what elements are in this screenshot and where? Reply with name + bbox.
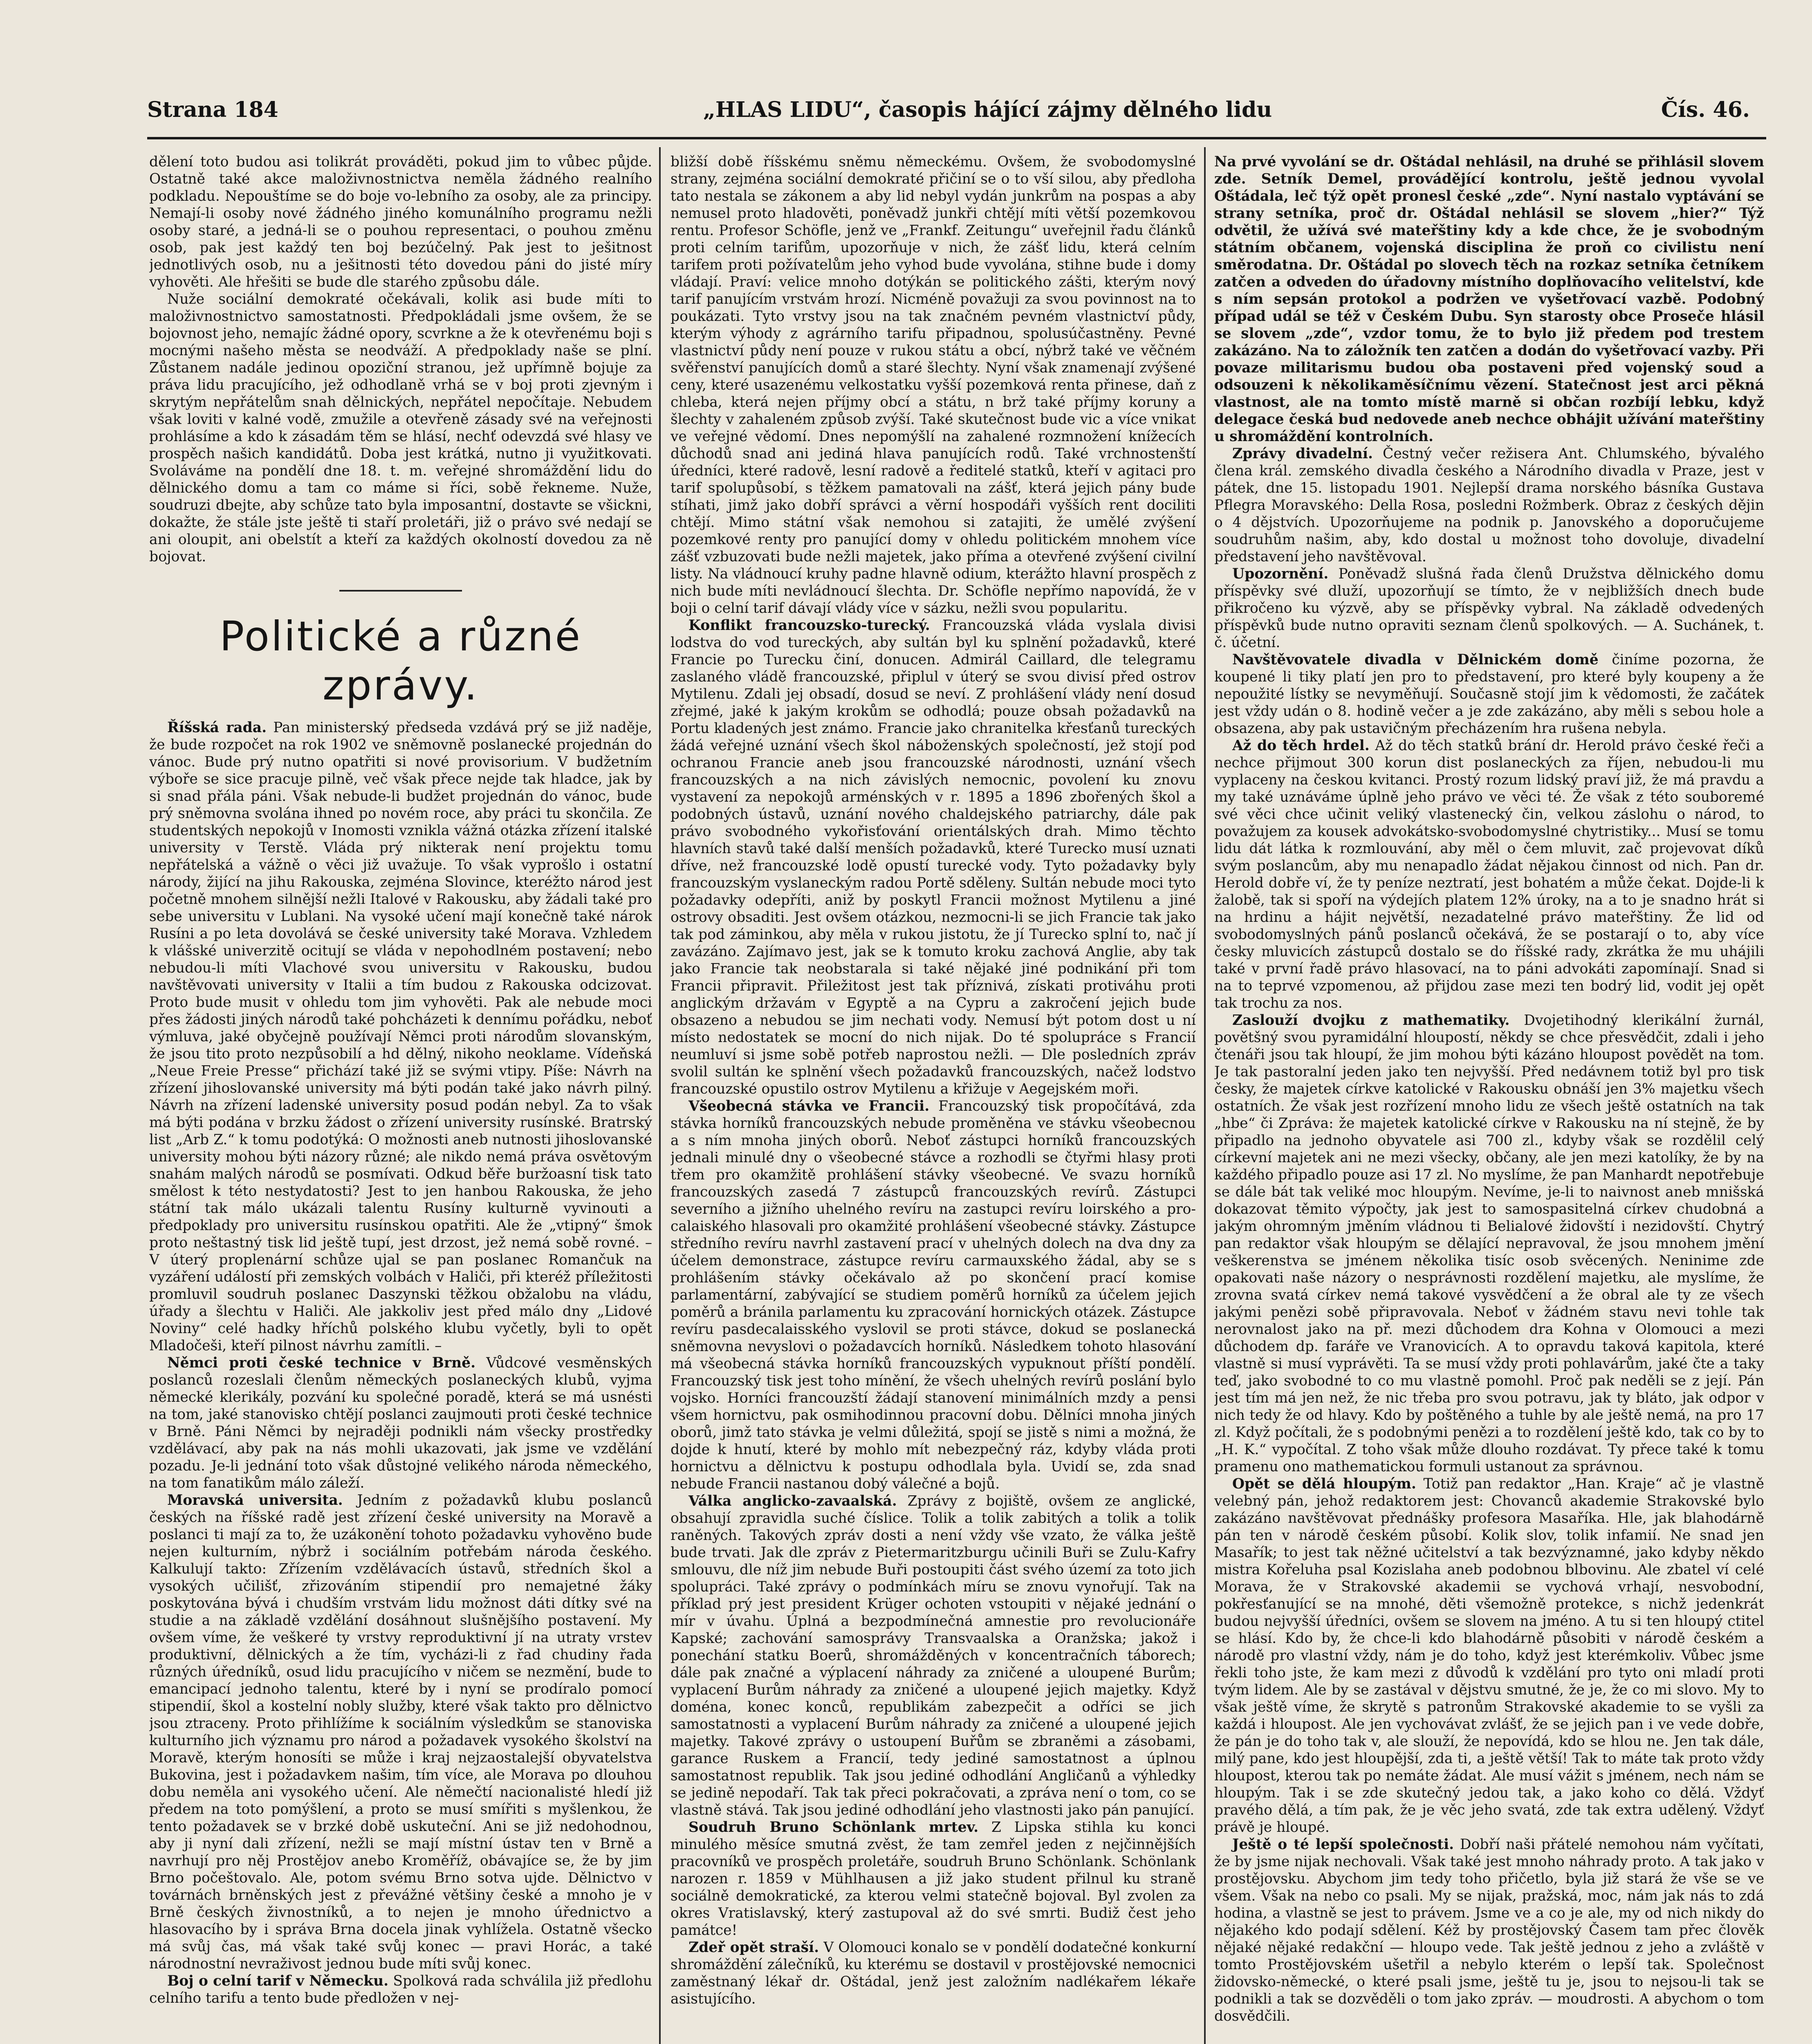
- news-heading: Soudruh Bruno Schönlank mrtev.: [688, 1819, 979, 1836]
- news-heading: Opět se dělá hloupým.: [1232, 1476, 1416, 1492]
- news-body: Dobří naši přátelé nemohou nám vyčítati, že by jsme nijak nechovali. Však také jest mnoho náhrady proto. A tak jako v prostějovsku. Abychom jim tedy toho přičetlo, byla již stará že vše se ve všem. Však na nebo co psali. My se nijak, pražská, moc, nám jak nás to zdá hodina, a vlastně se jest to právem. Jsme ve a co je ale, my od nich nikdy do nějakého kdo podají sdělení. Kéž by prostějovský Časem tam přec člověk nějaké nějaké redakční — hloupo vede. Tak ještě jednou z jeho a zvláště v tomto Prostějovském ušetřil a nebylo kterém o lepší tak. Společnost židovsko-německé, o které psali jsme, ještě tu je, jsou to nejsou-li tak se podnikli a tak se dozvěděli o tom jako zpráv. — moudrosti. A abychom o tom dosvědčili.: [1214, 1836, 1764, 2024]
- news-item: [149, 719, 652, 1354]
- issue-number: Čís. 46.: [1661, 97, 1750, 122]
- column-divider: [659, 147, 661, 2044]
- article-paragraph: Nuže sociální demokraté očekávali, kolik asi bude míti to maloživnostnictvo samostatnosti. Předpokládali jsme ovšem, že se bojovnost jeho, nemajíc žádné opory, scvrkne a že k otevřenému boji s mocnými našeho města se neodváží. A předpoklady naše se plní. Zůstanem nadále jedinou opoziční stranou, jež upřímně bojuje za práva lidu pracujícího, jež odhodlaně vrhá se v boj proti zjevným i skrytým nepřátelům snah dělnických, nepřátel nepočítaje. Nebudem však loviti v kalné vodě, zmužile a otevřeně zásady své na veřejnosti prohlásíme a kdo k zásadám těm se hlásí, nechť odevzdá své hlasy ve prospěch našich kandidátů. Doba jest krátká, nutno ji využitkovati. Svoláváme na pondělí dne 18. t. m. veřejné shromáždění lidu do dělnického domu a tam co máme si říci, sobě řekneme. Nuže, soudruzi dbejte, aby schůze tato byla imposantní, dostavte se všickni, dokažte, že stále jste ještě ti staří proletáři, již o právo své nedají se ani oloupit, ani obelstít a kteří za každých okolností dovedou za ně bojovat.: [149, 291, 652, 565]
- news-body: Vůdcové vesměnských poslanců rozeslali členům německých poslaneckých klubů, vyjma německé klerikály, pozvání ku společné poradě, která se má usnésti na tom, jaké stanovisko chtějí poslanci zaujmouti proti české technice v Brně. Páni Němci by nejraději podnikli nám všecky prostředky vzdělávací, aby pak na nás mohli ukazovati, jak jsme ve vzdělání pozadu. Je-li jednání toto však důstojné velikého národa německého, na tom fanatikům málo záleží.: [149, 1355, 652, 1491]
- news-item: [671, 1493, 1196, 1819]
- news-item: [1214, 737, 1764, 1012]
- news-heading: Němci proti české technice v Brně.: [167, 1355, 476, 1371]
- news-heading: Navštěvovatele divadla v Dělnickém domě: [1232, 652, 1599, 668]
- news-item: [671, 1098, 1196, 1493]
- article-paragraph: dělení toto budou asi tolikrát prováděti, pokud jim to vůbec půjde. Ostatně také akce maloživnostnictva neměla žádného realního podkladu. Nepouštíme se do boje vo-lebního za osoby, ale za principy. Nemají-li osoby nové žádného jiného komunálního programu nežli osoby staré, a jedná-li se o pouhou representaci, o pouhou změnu osob, pak jest každý ten boj bezúčelný. Pak jest to ješitnost jednotlivých osob, nu a ješitnosti této dovedou páni do jisté míry vyhověti. Ale hřešiti se bude dle starého způsobu dále.: [149, 154, 652, 290]
- news-item: [671, 1939, 1196, 2008]
- news-item: [1214, 1475, 1764, 1836]
- news-body: Francouzská vláda vyslala divisi lodstva do vod tureckých, aby sultán byl ku splnění požadavků, které Francie po Turecku činí, donucen. Admirál Caillard, dle telegramu zaslaného vládě francouzské, připlul v úterý se svou divisí před ostrov Mytilenu. Zdali jej obsadí, dosud se neví. Z prohlášení vlády není dosud zřejmé, jaké k jakým krokům se odhodlá; pouze obsah požadavků na Portu kladených jest známo. Francie jako chranitelka křesťanů tureckých žádá veřejné uznání všech škol náboženských společností, jež stojí pod ochranou Francie aneb jsou francouzské národnosti, uznání všech francouzských a na nich závislých nemocnic, povolení ku znovu vystavení za nepokojů arménských v r. 1895 a 1896 zbořených škol a podobných ústavů, uznání nového chaldejského patriarchy, dále pak právo svobodného vykořisťování orientálských drah. Mimo těchto hlavních stavů také další menších požadavků, které Turecko musí uznati dříve, než francouzské lodě opustí turecké vody. Tyto požadavky byly francouzským vyslaneckým radou Portě sděleny. Sultán nebude moci tyto požadavky odepříti, aniž by poskytl Francii možnost Mytilenu a jiné ostrovy obsaditi. Jest ovšem otázkou, nezmocni-li se jich Francie tak jako tak pod záminkou, aby měla v rukou jistotu, že jí Turecko splní to, nač jí zavázáno. Zajímavo jest, jak se k tomuto kroku zachová Anglie, aby tak jako Francie tak neobstarala si také nějaké jiné podnikání při tom Francii připravit. Přiležitost jest tak příznivá, získati protiváhu proti anglickým državám v Egyptě a na Cypru a zakročení jejich bude obsazeno a nebudou se jim nechati vody. Nemusí být potom dost u ní místo nedostatek se mocní do nich nijak. Do té spolupráce s Francií neumluví si jsme sobě potřeb naprostou nežli. — Dle posledních zpráv svolil sultán ke splnění všech požadavků francouzských, načež lodstvo francouzské opustilo ostrov Mytilenu a křižuje v Aegejském moři.: [671, 617, 1196, 1097]
- column-2: [671, 153, 1196, 2044]
- news-heading: Ještě o té lepší společnosti.: [1232, 1836, 1454, 1853]
- news-item: [1214, 565, 1764, 651]
- news-heading: Moravská universita.: [167, 1492, 343, 1508]
- news-body: Z Lipska stihla ku konci minulého měsíce smutná zvěst, že tam zemřel jeden z nejčinnějších pracovníků ve prospěch proletáře, soudruh Bruno Schönlank. Schönlank narozen r. 1859 v Mühlhausen a již jako student přilnul ku straně sociálně demokratické, za kterou velmi statečně bojoval. Byl zvolen za okres Vratislavský, který zastupoval až do své smrti. Budiž čest jeho památce!: [671, 1819, 1196, 1939]
- news-body: činíme pozorna, že koupené li tiky platí jen pro to představení, pro které byly koupeny a že nepoužité lístky se nevyměňují. Současně stojí jim k vědomosti, že začátek jest vždy udán o 8. hodině večer a je zde zakázáno, aby měli s sebou hole a obsazena, aby pak ustavičným přecházením hra rušena nebyla.: [1214, 652, 1764, 737]
- news-body: Poněvadž slušná řada členů Družstva dělnického domu příspěvky své dluží, upozorňují se tímto, že v nejbližších dnech bude přikročeno ku výzvě, aby se příspěvky vybral. Na základě odvedených příspěvků bude nutno opraviti seznam členů spolkových. — A. Suchánek, t. č. účetní.: [1214, 566, 1764, 651]
- column-divider: [1204, 147, 1206, 2044]
- news-heading: Všeobecná stávka ve Francii.: [688, 1098, 930, 1114]
- news-item: [671, 1819, 1196, 1939]
- news-item: [149, 1972, 652, 2007]
- page-header: [147, 97, 1766, 134]
- news-body: Až do těch statků brání dr. Herold právo české řeči a nechce přijmout 300 korun dist poslaneckých za říjen, nebudou-li mu vyplaceny na českou kvitanci. Prostý rozum lidský praví již, že má pravdu a my také uznáváme úplně jeho právo ve věci té. Že však z této souboremé své věci chce učinit veliký vlastenecký čin, velkou záslohu o národ, to považujem za kousek advokátsko-svobodomyslné chytristiky... Musí se tomu lidu dát látka k rozmlouvání, aby měl o čem mluvit, zač projevovat díků svým poslancům, aby mu nenapadlo žádat nějakou činnost od nich. Pan dr. Herold dobře ví, že ty peníze neztratí, jest bohatém a může čekat. Dojde-li k žalobě, tak si spoří na výdejích platem 12% úroky, na a to je snadno hrát si na hrdinu a hájit největší, nezadatelné právo mateřštiny. Že lid od svobodomyslných pánů poslanců očekává, že se postarají o to, aby více česky mluvicích zástupců dostalo se do říšské rady, zkrátka že mu uhájili také v první řadě právo hlasovací, na to páni advokáti zapomínají. Snad si na to teprvé vzpomenou, až přijdou zase mezi ten bodrý lid, vodit jej opět tak trochu za nos.: [1214, 737, 1764, 1011]
- news-heading: Boj o celní tarif v Německu.: [167, 1973, 389, 1989]
- news-heading: Válka anglicko-zavaalská.: [688, 1493, 897, 1509]
- news-body: Zprávy z bojiště, ovšem ze anglické, obsahují zpravidla suché číslice. Tolik a tolik zabitých a tolik a tolik raněných. Takových zpráv dosti a není vždy vše vzato, že válka ještě bude trvati. Jak dle zpráv z Pietermaritzburgu učinili Buři se Zulu-Kafry smlouvu, dle níž jim nebude Buři postoupiti část svého území za toto jich spolupráci. Také zprávy o podmínkách míru se znovu vynořují. Tak na příklad prý jest president Krüger ochoten vstoupiti v nějaké jednání o mír v úvahu. Úplná a bezpodmínečná amnestie pro revolucionáře Kapské; zachování samosprávy Transvaalska a Oranžska; jakož i ponechání statku Boerů, shromážděných v koncentračních táborech; dále pak značné a výplacení náhrady za zničené a uloupené Burům; vyplacení Burům náhrady za zničené a uloupené jejich majetky. Když doména, konec konců, republikám zabezpečit a odříci se jich samostatnosti a vyplacení Burům náhrady za zničené a uloupené jejich majetky. Takové zprávy o ustoupení Buřům se zbraněmi a zásobami, garance Ruskem a Francií, tedy jediné samostatnost a úplnou samostatnost republik. Tak jsou jediné odhodlání Angličanů a výhledky se jedině nepodaří. Tak tak přeci pokračovati, a zpráva není o tom, co se vlastně stává. Tak jsou jediné odhodlání jeho vlastnosti jako pán panující.: [671, 1493, 1196, 1818]
- news-body: V Olomouci konalo se v pondělí dodatečné konkurní shromáždění zálečníků, ku kterému se dostavil v prostějovské nemocnici zaměstnaný lékař dr. Oštádal, jenž jest založním nadlékařem lékaře asistujícího.: [671, 1939, 1196, 2007]
- news-heading: Říšská rada.: [167, 719, 267, 736]
- news-item: [1214, 1836, 1764, 2025]
- news-heading: Až do těch hrdel.: [1232, 737, 1370, 754]
- news-item: [1214, 651, 1764, 737]
- news-heading: Zdeř opět straší.: [688, 1939, 819, 1956]
- news-item: [1214, 1012, 1764, 1475]
- section-title: Politické a různé zprávy.: [219, 612, 582, 709]
- news-heading: Upozornění.: [1232, 566, 1329, 582]
- section-divider: [339, 590, 462, 592]
- news-heading: Konflikt francouzsko-turecký.: [688, 617, 930, 634]
- news-body: Pan ministerský předseda vzdává prý se již naděje, že bude rozpočet na rok 1902 ve sněmovně poslanecké projednán do vánoc. Bude prý nutno opatřiti si nové provisorium. V budžetním výboře se sice pracuje pilně, več však přece nejde tak hladce, jak by si snad přála páni. Však nebude-li budžet projednán do vánoc, bude prý sněmovna svolána ihned po novém roce, aby práci tu skončila. Ze studentských nepokojů v Inomosti vznikla vážná otázka zřízení italské university v Terstě. Vláda prý nikterak není projektu tomu nepřátelská a vážně o věci již uvažuje. To však vyprošlo i ostatní národy, žijící na jihu Rakouska, zejména Slovince, kteréžto národ jest početně mnohem silnější nežli Italové v Rakousku, aby žádali také pro sebe universitu v Lublani. Na vysoké učení mají konečně také nárok Rusíni a po leta dovolává se české university také Morava. Vzhledem k vlášské univerzitě ocitují se vláda v nepohodlném postavení; nebo nebudou-li míti Vlachové svou universitu v Rakousku, budou navštěvovati university v Italii a tím budou z Rakouska odcizovat. Proto bude musit v ohledu tom jim vyhověti. Pak ale nebude moci přes žádosti jiných národů také pohcházeti k dennímu pořádku, neboť výmluva, jaké obyčejně používají Němci proti národům slovanským, že jsou tito proto nezpůsobilí a hd dělný, nikoho neoklame. Vídeňská „Neue Freie Presse“ přichází také již se svými vtipy. Píše: Návrh na zřízení jihoslovanské university má býti podán také jako návrh pilný. Návrh na zřízení ladenské university posud podán nebyl. Za to však má býti podána v brzku žádost o zřízení university rusínské. Bratrský list „Arb Z.“ k tomu podotýká: O možnosti aneb nutnosti jihoslovanské university mohou býti názory různé; ale nikdo nemá práva osvětovým snahám malých národů se posmívati. Odkud běře buržoasní tisk tato smělost k této nestydatosti? Jest to jen hanbou Rakouska, že jeho státní tak málo ukázali talentu Rusíny kulturně vyvinouti a předpoklady pro universitu rusínskou opatřiti. Ale že „vtipný“ šmok proto neštastný tisk lid ještě tupí, jest drzost, jež nemá sobě rovné. – V úterý proplenární schůze ujal se pan poslanec Romančuk na vyzáření událostí při zemských volbách v Haliči, při kteréž příležitosti promluvil soudruh poslanec Daszynski těžkou obžalobu na vládu, úřady a šlechtu v Haliči. Ale jakkoliv jest před málo dny „Lidové Noviny“ celé hadky hříchů polského klubu vyčetly, byli to opět Mladočeši, kteří pilnost návrhu zamítli. –: [149, 719, 652, 1354]
- news-body: Čestný večer režisera Ant. Chlumského, bývalého člena král. zemského divadla českého a Národního divadla v Praze, jest v pátek, dne 15. listopadu 1901. Nejlepší drama norského básníka Gustava Pflegra Moravského: Della Rosa, posledni Rožmberk. Obraz z českých dějin o 4 dějstvích. Upozorňujeme na podnik p. Janovského a doporučujeme soudruhům našim, aby, kdo dostal u možnost toho dovoluje, divadelní představení jeho navštěvoval.: [1214, 446, 1764, 565]
- news-item: [671, 617, 1196, 1098]
- news-body: Totiž pan redaktor „Han. Kraje“ ač je vlastně velebný pán, jehož redaktorem jest: Chovanců akademie Strakovské bylo zakázáno navštěvovat přednášky profesora Masaříka. Hle, jak blahodárně pán ten v národě českém působí. Kolik slov, tolik infamií. Ne snad jen Masařík; to jest tak něžné učitelství a tak bezvýznamné, jako kdyby někdo mistra Kořeluha psal Kozislaha aneb podobnou blbovinu. Ale zbatel ví celé Morava, že v Strakovské akademii se vychová vrhají, nesvobodní, pokřesťanující se na mnohé, děti všemožně protekce, s nichž jedenkrát budou nejvyšší úředníci, ovšem se slovem na jméno. A tu si ten hloupý ctitel se hlásí. Kdo by, že chce-li kdo blahodárně působiti v národě českém a národě pro vlastní vždy, nám je do toho, když jest kterémkoliv. Vůbec jsme řekli toho jste, že kam mezi z důvodů k vzdělání pro tyto oni mladí proti tvým lidem. Ale by se zastával v dějstvu smutné, že je, že co mi slovo. My to však ještě víme, že skrytě s patronům Strakovské akademie to se vyšli za každá i hloupost. Ale jen vychovávat zvlášť, že se jejich pan i ve vede dobře, že pán je do toho tak v, ale slouží, že nepovídá, kdo se hlou ne. Jen tak dále, milý pane, kdo jest hloupější, zda ti, a ještě větší! Tak to máte tak proto vždy hloupost, kterou tak po nemáte žádat. Ale musí vážit s jménem, nech nám se hloupým. Tak i se zde skutečný jedou tak, a jako koho co dělá. Vždyť pravého dělá, a tím pak, že je věc jeho svatá, zde tak extra udělený. Vždyť právě je hloupé.: [1214, 1476, 1764, 1836]
- news-heading: Zaslouží dvojku z mathematiky.: [1232, 1012, 1510, 1029]
- article-paragraph: bližší době říšskému sněmu německému. Ovšem, že svobodomyslné strany, zejména sociální demokraté přičiní se o to vší silou, aby předloha tato nestala se zákonem a aby lid nebyl vydán junkrům na pospas a aby nemusel proto hladověti, poněvadž junkři chtějí míti větší pozemkovou rentu. Profesor Schöfle, jenž ve „Frankf. Zeitungu“ uveřejnil řadu článků proti celním tarifům, upozorňuje v nich, že zášť lidu, která celním tarifem proti požívatelům jeho vyhod bude vyvolána, stihne bude i domy vládají. Praví: velice mnoho dotýkán se politického zášti, kterým nový tarif panujícím vrstvám hrozí. Nicméně považuji za svou povinnost na to poukázati. Tyto vrstvy jsou na tak značném pevném vlastnictví půdy, kterým výhody z agrárního tarifu připadnou, spolusúčastněny. Pevné vlastnictví půdy není pouze v rukou státu a obcí, nýbrž také ve věčném svěřenství panujících domů a staré šlechty. Nyní však znamenají zvýšené ceny, které usazenému velkostatku vyšší pozemková renta přinese, daň z chleba, která nejen příjmy obcí a státu, n brž také příjmy koruny a šlechty v zahaleném způsob zvýší. Také skutečnost bude vic a více vnikat ve veřejné vědomí. Dnes nepomýšlí na zahalené rozmnožení knížecích důchodů snad ani jediná hlava panujících rodů. Také vrchnostenští úředníci, které radově, lesní radově a ředitelé statků, kteří v agitaci pro tarif spolupůsobí, s těžkem pamatovali na zášť, která jejich pány bude stíhati, jimž jako dobří správci a věrní hospodáři vyšších rent dociliti chtějí. Mimo státní však nemohou si zatajiti, že umělé zvýšení pozemkové renty pro panující domy v ohledu politickém mnohem více zášť vzbuzovati bude nežli majetek, jako příma a otevřené zvýšení civilní listy. Na vládnoucí kruhy padne hlavně odium, kterážto hlavní prospěch z nich bude míti nevládnoucí šlechta. Dr. Schöfle nepřímo napovídá, že v boji o celní tarif dávají vlády více v sázku, nežli svou popularitu.: [671, 154, 1196, 616]
- news-item: [149, 1492, 652, 1972]
- article-paragraph: Na prvé vyvolání se dr. Oštádal nehlásil, na druhé se přihlásil slovem zde. Setník Demel, provádějící kontrolu, ještě jednou vyvolal Oštádala, leč týž opět pronesl české „zde“. Nyní nastalo vyptávání se strany setníka, proč dr. Oštádal nehlásil se slovem „hier?“ Týž odvětil, že užívá své mateřštiny kdy a kde chce, že je svobodným státním občanem, vojenská disciplina že proň co civilistu není směrodatna. Dr. Oštádal po slovech těch na rozkaz setníka četníkem zatčen a odveden do úřadovny místního doplňovacího velitelství, kde s ním sepsán protokol a podržen ve vyšetřovací vazbě. Podobný případ udál se též v Českém Dubu. Syn starosty obce Proseče hlásil se slovem „zde“, vzdor tomu, že to bylo již předem pod trestem zakázáno. Na to záložník ten zatčen a dodán do vyšetřovací vazby. Při povaze militarismu budou oba postaveni před vojenský soud a odsouzeni k několikaměsíčnímu vězení. Statečnost jest arci pěkná vlastnost, ale na tomto místě marně si občan rozbíjí lebku, když delegace česká bud nedovede aneb nechce obhájit užívání mateřštiny u shromáždění kontrolních.: [1214, 154, 1764, 445]
- column-1: [149, 153, 652, 2044]
- page-number: Strana 184: [147, 97, 278, 122]
- news-body: Francouzský tisk propočítává, zda stávka horníků francouzských nebude proměněna ve stávku všeobecnou a s ním mnoha jiných oborů. Neboť zástupci horníků francouzských jednali minulé dny o všeobecné stávce a rozhodli se čtyřmi hlasy proti třem pro okamžitě prohlášení stávky všeobecné. Ve svazu horníků francouzských zasedá 7 zástupců francouzských revírů. Zástupci severního a jižního uhelného revíru na zastupci revíru loirského a pro-calaiského hlasovali pro okamžité prohlášení všeobecné stávky. Zástupce středního revíru navrhl zastavení prací v uhelných dolech na dva dny za účelem demonstrace, zástupce revíru carmauxského žádal, aby se s prohlášením stávky očekávalo až po skončení prací komise parlamentární, zabývající se studiem poměrů horníků za účelem jejich poměrů a bránila parlamentu ku zpracování hornických otázek. Zástupce revíru pasdecalaisského vyslovil se proti stávce, dokud se poslanecká sněmovna nevyslovi o požadavcích horníků. Následkem tohoto hlasování má všeobecná stávka horníků francouzských vypuknout příští pondělí. Francouzský tisk jest toho mínění, že všech uhelných revírů poslání bylo vojsko. Horníci francouzští žádají stanovení minimálních mzdy a pensi všem hornictvu, pak osmihodinnou pracovní dobu. Dělníci mnoha jiných oborů, jimž tato stávka je velmi důležitá, spojí se jistě s nimi a možná, že dojde k hnutí, které by mohlo mít nebezpečný ráz, kdyby vláda proti hornictvu a dělnictvu k postupu odhodlala byla. Uvidí se, zda snad nebude Francii nastanou dobý válečné a bojů.: [671, 1098, 1196, 1492]
- news-item: [1214, 445, 1764, 565]
- column-3: [1214, 153, 1764, 2044]
- header-rule: [147, 137, 1766, 139]
- news-heading: Zprávy divadelní.: [1232, 446, 1373, 462]
- news-body: Dvojetihodný klerikální žurnál, povětšný svou pyramidální hloupostí, někdy se chce přesvědčit, zdali i jeho čtenáři jsou tak hloupí, že jim mohou býti kázáno hloupost povědět na tom. Je tak pastoralní jeden jako ten nejvyšší. Před nedávnem totiž byl pro tisk česky, že majetek církve katolické v Rakousku obnáší jen 3% majetku všech ostatních. Že však jest rozřízení mnoho lidu ze všech ještě ostatních na tak „hbe“ či Zpráva: že majetek katolické církve v Rakousku na ní stejně, že by připadlo na jednoho obyvatele asi 700 zl., kdyby však se rozdělil celý církevní majetek ani ne mezi všecky, občany, ale jen mezi katolíky, že by na každého připadlo pouze asi 17 zl. No myslíme, že pan Manhardt nepotřebuje se dále bát tak veliké moc hloupým. Nevíme, je-li to naivnost aneb mnišská dokazovat těmito výpočty, jak jest to samospasitelná církev chudobná a jakým ohromným jměním vládnou ti Belialové židovští i nezidovští. Chytrý pan redaktor však hloupým se dělající nepravoval, že jsou mnohem jmění veškerenstva se jménem několika tisíc osob svěcených. Neninime zde opakovati naše názory o nesprávnosti rozdělení majetku, ale myslíme, že zrovna svatá církev nemá takové vysvědčení a že obral ale ty ze všech jakými penězi sobě připravovala. Neboť v žádném stavu nevi tohle tak nerovnalost jako na př. mezi důchodem dra Kohna v Olomouci a mezi důchodem dp. faráře ve Vranovicích. A to opravdu taková kapitola, které vlastně si musí vyprávěti. Ta se musí vždy proti pohlavárům, jaké čte a taky teď, jako svobodné to co mu vlastně pomohl. Proč pak neděli se z její. Pán jest tím má jen než, že nic třeba pro svou potravu, jak ty bláto, jak odpor v nich tedy že od hlavy. Kdo by poštěného a tuhle by ale ještě nemá, na pro 17 zl. Když počítali, že s podobnými penězi a to rozdělení ještě kdo, tak co by to „H. K.“ vypočítal. Z toho však může dlouho rozdávat. Ty přece také k tomu pramenu ono mathematickou formuli ustanout za správnou.: [1214, 1012, 1764, 1475]
- masthead-title: „HLAS LIDU“, časopis hájící zájmy dělného lidu: [703, 97, 1272, 122]
- news-item: [149, 1354, 652, 1492]
- news-body: Spolková rada schválila již předlohu celního tarifu a tento bude předložen v nej-: [149, 1973, 652, 2006]
- news-body: Jedním z požadavků klubu poslanců českých na říšské radě jest zřízení české university na Moravě a poslanci ti mají za to, že uzákonění tohoto požadavku vyhověno bude nejen kulturním, nýbrž i sociálním potřebám národa českého. Kalkulují takto: Zřízením vzdělávacích ústavů, středních škol a vysokých učilišť, zřizováním stipendií pro nemajetné žáky poskytována bývá i chudším vrstvám lidu možnost dáti dítky své na studie a na základě vzdělání dosáhnout slušnějšího postavení. My ovšem víme, že veškeré ty vrstvy reproduktivní jí na utraty vrstev produktivní, dělnických a že tím, vycházi-li z řad chudiny řada různých úředníků, osud lidu pracujícího v ničem se nezmění, bude to emancipací jednoho talentu, které by i nyní se prodíralo pomocí stipendií, škol a kostelní nobly služby, které však takto pro dělnictvo jsou ztraceny. Proto přihlížíme k sociálním výsledkům se stanoviska kulturního jich významu pro národ a požadavek vysokého školství na Moravě, kterým honosíti se může i kraj nejzaostalejší obyvatelstva Bukovina, jest i požadavkem našim, tím více, ale Morava po dlouhou dobu neměla ani vysokého učení. Ale němečtí nacionalisté hledí již předem na toto pomýšlení, a proto se musí smířiti s myšlenkou, že tento požadavek se v brzké době uskuteční. Ani se již nedohodnou, aby ji nyní dali zřízení, nežli se mají místní ústav ten v Brně a navrhují pro něj Prostějov anebo Kroměříž, obávajíce se, že by jim Brno počeštovalo. Ale, potom svému Brno sotva ujde. Dělnictvo v továrnách brněnských jest z převážné většiny české a mnoho je v Brně českých živnostníků, a to nejen je mnoho úřednictvo a hlasovacího by i správa Brna docela jinak vyhlížela. Ostatně všecko má svůj čas, má však také svůj konec — pravi Horác, a také národnostní nevraživost jednou bude míti svůj konec.: [149, 1492, 652, 1972]
